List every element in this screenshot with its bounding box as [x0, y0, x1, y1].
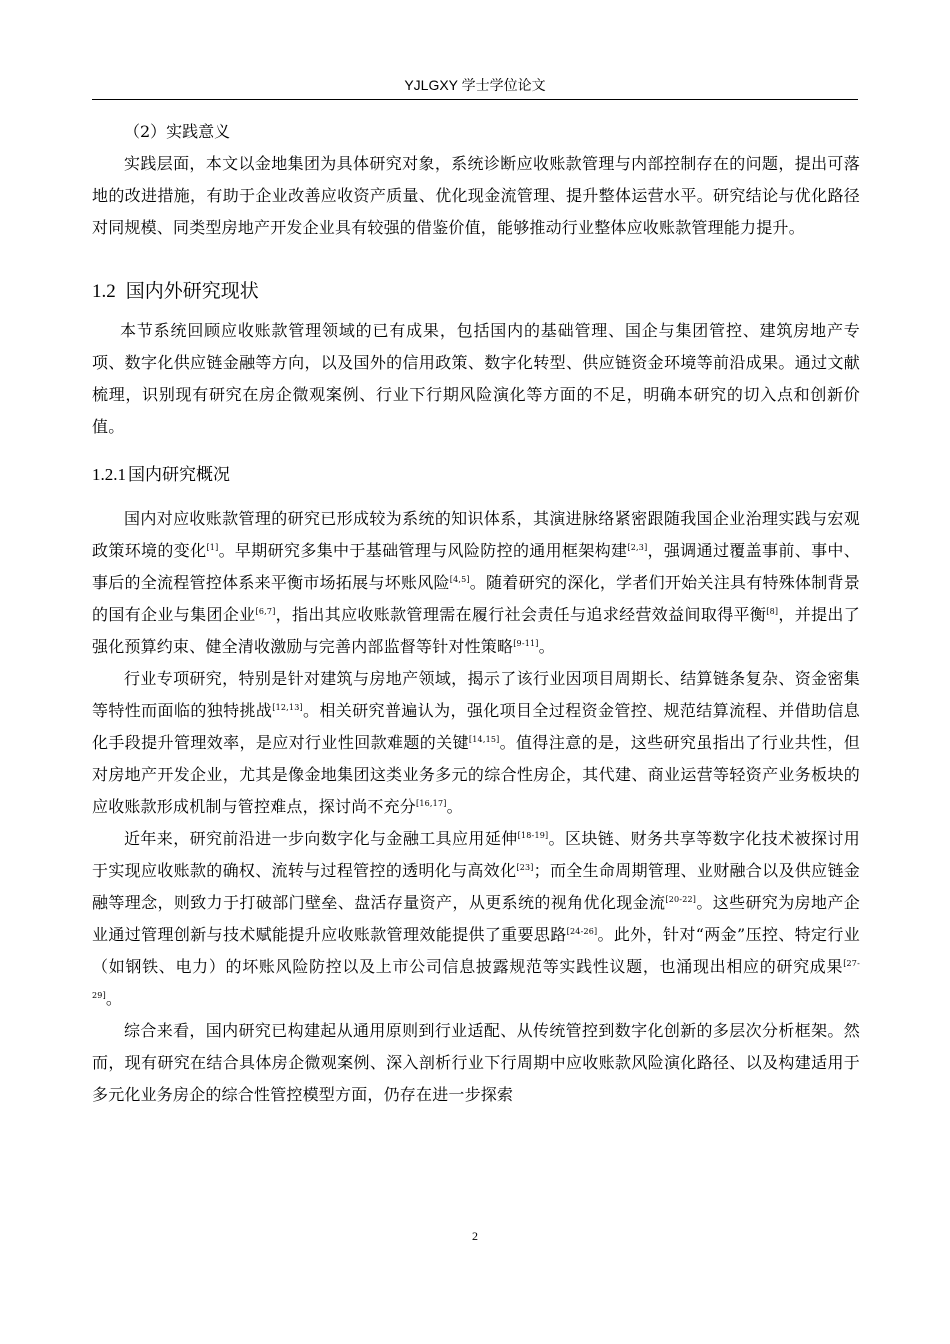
- text-run: 。区块链、财务共享等数字化技术被探讨用于实现应收账款的确权、流转与过程管控的透明化与高效化: [92, 829, 860, 880]
- citation: [2,3]: [627, 543, 648, 552]
- running-header: YJLGXY 学士学位论文: [404, 77, 546, 93]
- text-run: 国内对应收账款管理的研究已形成较为系统的知识体系，其演进脉络紧密跟随我国企业治理实践与宏观政策环境的变化: [92, 509, 860, 560]
- section-intro-paragraph: 本节系统回顾应收账款管理领域的已有成果，包括国内的基础管理、国企与集团管控、建筑房地产专项、数字化供应链金融等方向，以及国外的信用政策、数字化转型、供应链资金环境等前沿成果。通过文献梳理，识别现有研究在房企微观案例、行业下行期风险演化等方面的不足，明确本研究的切入点和创新价值。: [92, 321, 860, 436]
- text-run: 。: [446, 797, 463, 816]
- text-run: 。值得注意的是，这些研究虽指出了行业共性，但对房地产开发企业，尤其是像金地集团这类业务多元的综合性房企，其代建、商业运营等轻资产业务板块的应收账款形成机制与管控难点，探讨尚不充分: [92, 733, 860, 816]
- citation: [9-11]: [513, 639, 539, 648]
- citation: [16,17]: [416, 799, 447, 808]
- section-heading: [92, 278, 860, 305]
- text-run: 行业专项研究，特别是针对建筑与房地产领域，揭示了该行业因项目周期长、结算链条复杂、资金密集等特性而面临的独特挑战: [92, 669, 860, 720]
- text-run: 。早期研究多集中于基础管理与风险防控的通用框架构建: [218, 541, 628, 560]
- text-run: ；而全生命周期管理、业财融合以及供应链金融等理念，则致力于打破部门壁垒、盘活存量资产，从更系统的视角优化现金流: [92, 861, 860, 912]
- subsection-heading: [92, 463, 860, 487]
- text-run: ，强调通过覆盖事前、事中、事后的全流程管控体系来平衡市场拓展与坏账风险: [92, 541, 860, 592]
- page-number: 2: [472, 1229, 478, 1243]
- text-run: 。: [538, 637, 555, 656]
- spacer: [92, 244, 860, 278]
- practical-significance-heading: （2）实践意义: [124, 122, 231, 141]
- text-run: 。此外，针对“两金”压控、特定行业（如钢铁、电力）的坏账风险防控以及上市公司信息披露规范等实践性议题，也涌现出相应的研究成果: [92, 925, 860, 976]
- text-run: 。相关研究普遍认为，强化项目全过程资金管控、规范结算流程、并借助信息化手段提升管理效率，是应对行业性回款难题的关键: [92, 701, 860, 752]
- subsection-number: 1.2.1: [92, 465, 126, 484]
- text-run: 。这些研究为房地产企业通过管理创新与技术赋能提升应收账款管理效能提供了重要思路: [92, 893, 860, 944]
- citation: [24-26]: [566, 927, 598, 936]
- spacer: [92, 487, 860, 503]
- section-number: 1.2: [92, 281, 116, 302]
- citation: [12,13]: [272, 703, 303, 712]
- text-run: 。: [105, 989, 123, 1008]
- page-body: [92, 116, 860, 1111]
- body-paragraph-1: [92, 503, 860, 663]
- citation: [20-22]: [665, 895, 697, 904]
- citation: [23]: [516, 863, 534, 872]
- body-paragraph-3: [92, 823, 860, 1015]
- citation: [14,15]: [468, 735, 500, 744]
- section-title: 国内外研究现状: [125, 280, 259, 302]
- header-rule: [92, 99, 858, 100]
- text-run: ，并提出了强化预算约束、健全清收激励与完善内部监督等针对性策略: [92, 605, 860, 656]
- body-paragraph-4: [92, 1015, 860, 1111]
- body-paragraph-2: [92, 663, 860, 823]
- subsection-title: 国内研究概况: [128, 465, 230, 485]
- citation: [18-19]: [517, 831, 549, 840]
- citation: [8]: [766, 607, 779, 616]
- citation: [27-29]: [92, 959, 860, 1000]
- practical-significance-paragraph: 实践层面，本文以金地集团为具体研究对象，系统诊断应收账款管理与内部控制存在的问题，提出可落地的改进措施，有助于企业改善应收资产质量、优化现金流管理、提升整体运营水平。研究结论与优化路径对同规模、同类型房地产开发企业具有较强的借鉴价值，能够推动行业整体应收账款管理能力提升。: [92, 154, 860, 237]
- text-run: ，指出其应收账款管理需在履行社会责任与追求经营效益间取得平衡: [275, 605, 767, 624]
- citation: [6,7]: [255, 607, 276, 616]
- text-run: 综合来看，国内研究已构建起从通用原则到行业适配、从传统管控到数字化创新的多层次分析框架。然而，现有研究在结合具体房企微观案例、深入剖析行业下行周期中应收账款风险演化路径、以及构建适用于多元化业务房企的综合性管控模型方面，仍存在进一步探索: [92, 1021, 860, 1104]
- text-run: 。随着研究的深化，学者们开始关注具有特殊体制背景的国有企业与集团企业: [92, 573, 860, 624]
- spacer: [92, 443, 860, 463]
- citation: [1]: [206, 543, 219, 552]
- citation: [4,5]: [449, 575, 470, 584]
- spacer: [92, 305, 860, 315]
- text-run: 近年来，研究前沿进一步向数字化与金融工具应用延伸: [124, 829, 518, 848]
